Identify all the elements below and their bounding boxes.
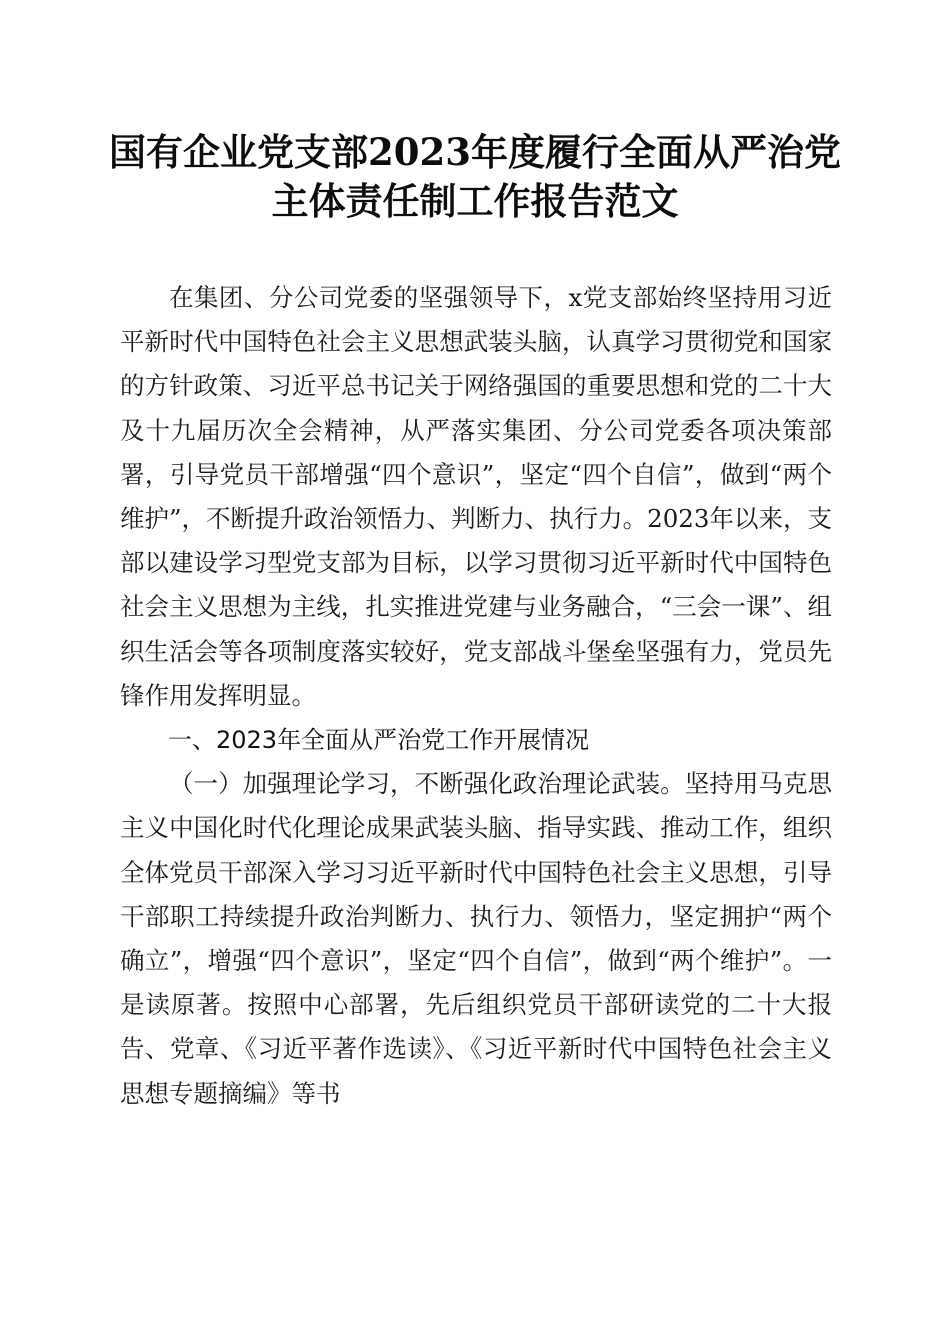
title-line-2: 主体责任制工作报告范文 [271, 179, 679, 223]
title-line-1: 国有企业党支部2023年度履行全面从严治党 [109, 130, 841, 174]
subsection-title-1: （一）加强理论学习，不断强化政治理论武装。 [169, 769, 685, 799]
document-title [80, 128, 870, 226]
subsection-paragraph-1 [120, 762, 832, 1116]
document-body [120, 276, 832, 1116]
intro-paragraph: 在集团、分公司党委的坚强领导下，x党支部始终坚持用习近平新时代中国特色社会主义思想武装头脑，认真学习贯彻党和国家的方针政策、习近平总书记关于网络强国的重要思想和党的二十大及十九届历次全会精神，从严落实集团、分公司党委各项决策部署，引导党员干部增强“四个意识”，坚定“四个自信”，做到“两个维护”，不断提升政治领悟力、判断力、执行力。2023年以来，支部以建设学习型党支部为目标，以学习贯彻习近平新时代中国特色社会主义思想为主线，扎实推进党建与业务融合，“三会一课”、组织生活会等各项制度落实较好，党支部战斗堡垒坚强有力，党员先锋作用发挥明显。 [120, 283, 832, 710]
section-heading-1: 一、2023年全面从严治党工作开展情况 [168, 726, 590, 755]
subsection-body-1: 坚持用马克思主义中国化时代化理论成果武装头脑、指导实践、推动工作，组织全体党员干部深入学习习近平新时代中国特色社会主义思想，引导干部职工持续提升政治判断力、执行力、领悟力，坚定拥护“两个确立”，增强“四个意识”，坚定“四个自信”，做到“两个维护”。一是读原著。按照中心部署，先后组织党员干部研读党的二十大报告、党章、《习近平著作选读》、《习近平新时代中国特色社会主义思想专题摘编》等书 [120, 769, 833, 1108]
